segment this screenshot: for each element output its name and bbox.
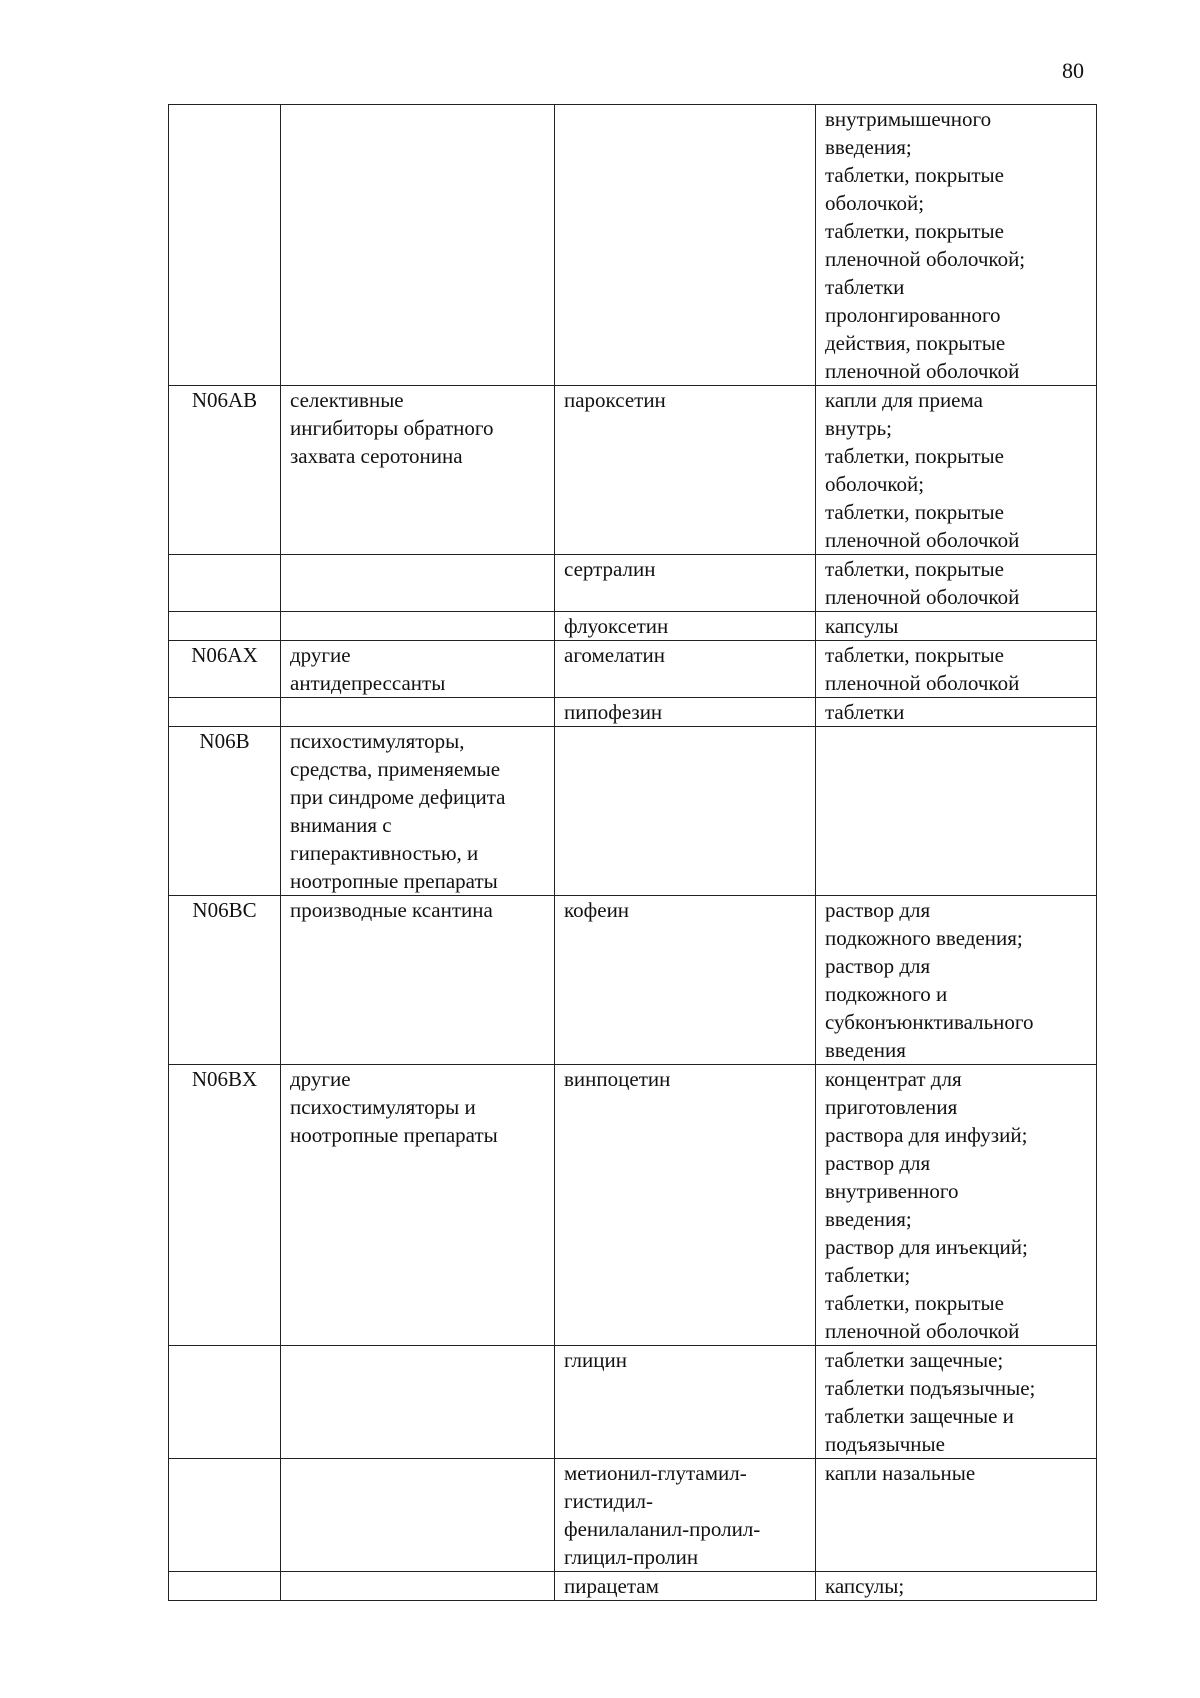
atc-code-cell xyxy=(169,1459,281,1572)
drug-cell: кофеин xyxy=(555,896,816,1065)
group-cell xyxy=(281,1346,555,1459)
table-row xyxy=(169,1065,1097,1346)
drug-cell: пароксетин xyxy=(555,386,816,555)
group-cell: другие психостимуляторы и ноотропные препараты xyxy=(281,1065,555,1346)
group-cell xyxy=(281,612,555,641)
dosage-form-cell: концентрат для приготовления раствора для инфузий; раствор для внутривенного введения; раствор для инъекций; таблетки; таблетки, покрытые пленочной оболочкой xyxy=(816,1065,1097,1346)
atc-code-cell: N06AB xyxy=(169,386,281,555)
dosage-form-cell: раствор для подкожного введения; раствор для подкожного и субконъюнктивального введения xyxy=(816,896,1097,1065)
atc-code-cell xyxy=(169,1346,281,1459)
atc-code-cell: N06BX xyxy=(169,1065,281,1346)
dosage-form-cell: таблетки xyxy=(816,698,1097,727)
dosage-form-cell: таблетки, покрытые пленочной оболочкой xyxy=(816,641,1097,698)
drug-cell: винпоцетин xyxy=(555,1065,816,1346)
table-row xyxy=(169,896,1097,1065)
dosage-form-cell: таблетки защечные; таблетки подъязычные; таблетки защечные и подъязычные xyxy=(816,1346,1097,1459)
drug-cell: метионил-глутамил- гистидил- фенилаланил-пролил- глицил-пролин xyxy=(555,1459,816,1572)
drug-cell xyxy=(555,727,816,896)
atc-code-cell: N06BC xyxy=(169,896,281,1065)
atc-code-cell: N06B xyxy=(169,727,281,896)
table-row xyxy=(169,727,1097,896)
drug-table xyxy=(168,104,1097,1601)
table-row xyxy=(169,1572,1097,1601)
drug-cell: пирацетам xyxy=(555,1572,816,1601)
page-number: 80 xyxy=(1062,58,1084,83)
dosage-form-cell: таблетки, покрытые пленочной оболочкой xyxy=(816,555,1097,612)
dosage-form-cell: капли для приема внутрь; таблетки, покрытые оболочкой; таблетки, покрытые пленочной оболочкой xyxy=(816,386,1097,555)
atc-code-cell xyxy=(169,612,281,641)
drug-cell: сертралин xyxy=(555,555,816,612)
group-cell xyxy=(281,555,555,612)
table-row xyxy=(169,612,1097,641)
table-row xyxy=(169,698,1097,727)
group-cell xyxy=(281,698,555,727)
table-row xyxy=(169,105,1097,386)
table-row xyxy=(169,1346,1097,1459)
group-cell xyxy=(281,105,555,386)
group-cell xyxy=(281,1572,555,1601)
group-cell: психостимуляторы, средства, применяемые при синдроме дефицита внимания с гиперактивностью, и ноотропные препараты xyxy=(281,727,555,896)
atc-code-cell: N06AX xyxy=(169,641,281,698)
atc-code-cell xyxy=(169,555,281,612)
group-cell: селективные ингибиторы обратного захвата серотонина xyxy=(281,386,555,555)
table-row xyxy=(169,555,1097,612)
drug-cell: пипофезин xyxy=(555,698,816,727)
drug-cell: глицин xyxy=(555,1346,816,1459)
drug-cell: агомелатин xyxy=(555,641,816,698)
table-row xyxy=(169,386,1097,555)
table-row xyxy=(169,641,1097,698)
dosage-form-cell: капсулы xyxy=(816,612,1097,641)
dosage-form-cell: капли назальные xyxy=(816,1459,1097,1572)
group-cell xyxy=(281,1459,555,1572)
atc-code-cell xyxy=(169,698,281,727)
group-cell: производные ксантина xyxy=(281,896,555,1065)
atc-code-cell xyxy=(169,1572,281,1601)
dosage-form-cell xyxy=(816,727,1097,896)
drug-cell xyxy=(555,105,816,386)
atc-code-cell xyxy=(169,105,281,386)
dosage-form-cell: капсулы; xyxy=(816,1572,1097,1601)
dosage-form-cell: внутримышечного введения; таблетки, покрытые оболочкой; таблетки, покрытые пленочной оболочкой; таблетки пролонгированного действия, покрытые пленочной оболочкой xyxy=(816,105,1097,386)
table-row xyxy=(169,1459,1097,1572)
drug-cell: флуоксетин xyxy=(555,612,816,641)
group-cell: другие антидепрессанты xyxy=(281,641,555,698)
